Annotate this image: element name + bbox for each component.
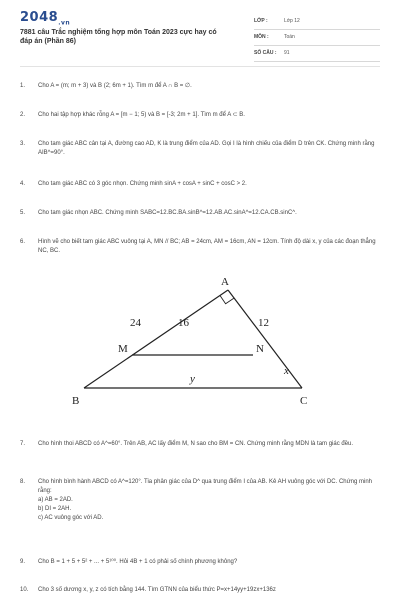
document-title: 7881 câu Trắc nghiệm tổng hợp môn Toán 2023 cực hay có đáp án (Phần 86)	[20, 29, 217, 45]
question-number: 5.	[20, 210, 26, 216]
vertex-label-c: C	[300, 395, 308, 407]
length-label-ab: 24	[130, 317, 141, 329]
question-text: Cho tam giác ABC cân tại A, đường cao AD, K là trung điểm của AD. Gọi I là hình chiếu của điểm D trên CK. Chứng minh rằng AIB^=90°.	[38, 141, 375, 156]
question-item	[20, 209, 380, 218]
question-number: 10.	[20, 587, 29, 593]
question-text: Cho tam giác ABC có 3 góc nhọn. Chứng minh sinA + cosA + sinC + cosC > 2.	[38, 181, 247, 187]
logo-text: 2048	[20, 10, 59, 25]
question-text: Hình vẽ cho biết tam giác ABC vuông tại A, MN // BC; AB = 24cm, AM = 16cm, AN = 12cm. Tính độ dài x, y của các đoạn thẳng NC, BC.	[38, 239, 376, 254]
question-subpart: c) AC vuông góc với AD.	[38, 515, 104, 521]
meta-key: MÔN :	[254, 34, 269, 40]
document-meta	[254, 14, 380, 62]
question-item	[20, 586, 380, 595]
question-number: 3.	[20, 141, 26, 147]
question-item	[20, 478, 380, 523]
vertex-label-b: B	[72, 395, 80, 407]
site-logo[interactable]	[20, 10, 70, 27]
question-subpart: a) AB = 2AD.	[38, 497, 73, 503]
question-subpart: b) DI = 2AH.	[38, 506, 72, 512]
meta-key: LỚP :	[254, 18, 268, 24]
question-number: 9.	[20, 559, 26, 565]
question-item	[20, 111, 380, 120]
meta-value: 91	[284, 50, 290, 56]
question-text: Cho A = (m; m + 3) và B (2; 6m + 1). Tìm m để A ∩ B = ∅.	[38, 83, 192, 89]
meta-key: SỐ CÂU :	[254, 50, 277, 56]
question-number: 4.	[20, 181, 26, 187]
meta-value: Lớp 12	[284, 18, 300, 24]
document-header	[0, 0, 400, 66]
length-label-y: y	[190, 373, 195, 385]
question-item	[20, 82, 380, 91]
right-angle-mark	[220, 296, 234, 304]
question-item	[20, 440, 380, 449]
length-label-an: 12	[258, 317, 269, 329]
point-label-m: M	[118, 343, 128, 355]
segment-ac	[228, 290, 302, 388]
meta-row-subject	[254, 30, 380, 46]
question-number: 7.	[20, 441, 26, 447]
question-item	[20, 140, 380, 158]
question-number: 1.	[20, 83, 26, 89]
question-text: Cho hình bình hành ABCD có A^=120°. Tia phân giác của D^ qua trung điểm I của AB. Kẻ AH vuông góc với DC. Chứng minh rằng:	[38, 479, 373, 494]
meta-row-class	[254, 14, 380, 30]
question-number: 6.	[20, 239, 26, 245]
question-text: Cho B = 1 + 5 + 5² + ... + 5¹⁰⁰. Hỏi 4B + 1 có phải số chính phương không?	[38, 559, 238, 565]
question-text: Cho 3 số dương x, y, z có tích bằng 144. Tìm GTNN của biểu thức P=x+14yy+19zx+136z	[38, 587, 276, 593]
triangle-figure	[60, 270, 310, 420]
length-label-am: 16	[178, 317, 189, 329]
header-divider	[20, 66, 380, 67]
meta-row-count	[254, 46, 380, 62]
logo-suffix: .vn	[58, 19, 71, 27]
question-text: Cho tam giác nhọn ABC. Chứng minh SABC=12.BC.BA.sinB^=12.AB.AC.sinA^=12.CA.CB.sinC^.	[38, 210, 297, 216]
question-text: Cho hai tập hợp khác rỗng A = [m − 1; 5) và B = [-3; 2m + 1]. Tìm m để A ⊂ B.	[38, 112, 245, 118]
question-text: Cho hình thoi ABCD có A^=60°. Trên AB, AC lấy điểm M, N sao cho BM = CN. Chứng minh rằng MDN là tam giác đều.	[38, 441, 354, 447]
point-label-n: N	[256, 343, 264, 355]
length-label-x: x	[284, 365, 289, 377]
question-item	[20, 180, 380, 189]
segment-ab	[84, 290, 228, 388]
question-item	[20, 558, 380, 567]
question-number: 8.	[20, 479, 26, 485]
vertex-label-a: A	[221, 276, 229, 288]
meta-value: Toán	[284, 34, 295, 40]
question-number: 2.	[20, 112, 26, 118]
triangle-diagram	[60, 270, 310, 420]
question-item	[20, 238, 380, 256]
